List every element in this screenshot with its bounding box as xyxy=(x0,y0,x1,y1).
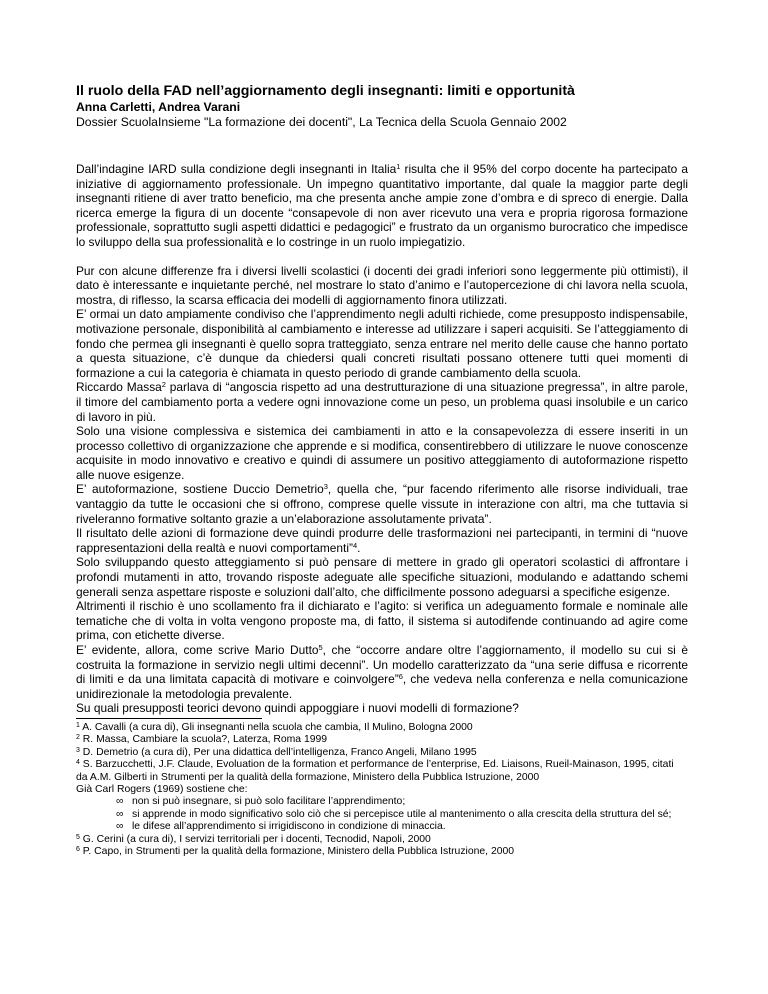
list-item: ∞ si apprende in modo significativo solo ciò che si percepisce utile al mantenimento o alla crescita della struttura del sé; xyxy=(116,808,672,820)
document-body xyxy=(76,162,688,716)
document-page xyxy=(76,82,688,858)
footnote-ref-1: 1 xyxy=(396,162,401,171)
paragraph-11: Su quali presupposti teorici devono quindi appoggiare i nuovi modelli di formazione? xyxy=(76,701,519,716)
rogers-list xyxy=(76,796,688,833)
footnote-2: $^2$ R. Massa, Cambiare la scuola?, Laterza, Roma 1999 xyxy=(76,734,328,746)
footnote-separator xyxy=(76,718,262,719)
paragraph-3: E’ ormai un dato ampiamente condiviso che l’apprendimento negli adulti richiede, come presupposto indispensabile, motivazione personale, disponibilità al cambiamento e interesse ad utilizzare i saperi acquisiti. Se l’atteggiamento di fondo che permea gli insegnanti è quello sopra tratteggiato, senza entrare nel merito delle cause che hanno portato a questa situazione, c’è dunque da chiedersi quali concreti risultati possano ottenere tutti quei momenti di formazione a cui la categoria è chiamata in questo periodo di grande cambiamento della scuola. xyxy=(76,307,688,380)
infinity-bullet-icon: ∞ xyxy=(116,808,124,820)
footnote-6: $^6$ P. Capo, in Strumenti per la qualità della formazione, Ministero della Pubblica Istruzione, 2000 xyxy=(76,846,515,858)
footnote-3: $^3$ D. Demetrio (a cura di), Per una didattica dell’intelligenza, Franco Angeli, Milano 1995 xyxy=(76,746,477,758)
paragraph-7: Il risultato delle azioni di formazione deve quindi produrre delle trasformazioni nei partecipanti, in termini di “nuove rappresentazioni della realtà e nuovi comportamenti”$^4$. xyxy=(76,526,688,555)
paragraph-8: Solo sviluppando questo atteggiamento si può pensare di mettere in grado gli operatori scolastici di affrontare i profondi mutamenti in atto, trovando risposte adeguate alle specifiche situazioni, modulando e adattando schemi generali senza aspettare risposte e soluzioni dall’alto, che difficilmente possono adeguarsi a specifiche esigenze. xyxy=(76,555,688,599)
footnote-1: $^1$ A. Cavalli (a cura di), Gli insegnanti nella scuola che cambia, Il Mulino, Bologna 2000 xyxy=(76,721,473,733)
document-authors: Anna Carletti, Andrea Varani xyxy=(76,100,241,114)
document-source: Dossier ScuolaInsieme "La formazione dei docenti", La Tecnica della Scuola Gennaio 2002 xyxy=(76,115,567,129)
footnote-5: $^5$ G. Cerini (a cura di), I servizi territoriali per i docenti, Tecnodid, Napoli, 2000 xyxy=(76,833,431,845)
paragraph-5: Solo una visione complessiva e sistemica dei cambiamenti in atto e la consapevolezza di essere inseriti in un processo collettivo di organizzazione che apprende e si modifica, consentirebbero di utilizzare le nuove conoscenze acquisite in modo innovativo e creativo e quindi di assumere un positivo atteggiamento di autoformazione rispetto alle nuove esigenze. xyxy=(76,424,688,482)
footnote-ref-4: 4 xyxy=(352,540,358,550)
infinity-bullet-icon: ∞ xyxy=(116,796,124,808)
paragraph-4: Riccardo Massa$^2$ parlava di “angoscia rispetto ad una destrutturazione di una situazione pregressa”, in altre parole, il timore del cambiamento porta a vedere ogni innovazione come un peso, un problema quasi insolubile e un carico di lavoro in più. xyxy=(76,380,689,424)
paragraph-1: Dall’indagine IARD sulla condizione degli insegnanti in Italia$^1$ risulta che il 95% del corpo docente ha partecipato a iniziative di aggiornamento professionale. Un impegno quantitativo importante, dal quale la maggior parte degli insegnanti ritiene di aver tratto beneficio, ma che presenta anche ampie zone d’ombra e di spreco di energie. Dalla ricerca emerge la figura di un docente “consapevole di non aver ricevuto una vera e propria rigorosa formazione professionale, soprattutto sugli aspetti didattici e pedagogici” e frustrato da un organismo burocratico che impedisce lo sviluppo della sua professionalità e lo costringe in un ruolo impiegatizio. xyxy=(76,162,688,249)
paragraph-6: E’ autoformazione, sostiene Duccio Demetrio$^3$, quella che, “pur facendo riferimento alle risorse individuali, trae vantaggio da tutte le occasioni che si offrono, comprese quelle vissute in interazione con altri, ma che tuttavia si riveleranno formative soltanto grazie a un’elaborazione assolutamente privata”. xyxy=(76,482,688,526)
document-title: Il ruolo della FAD nell’aggiornamento degli insegnanti: limiti e opportunità xyxy=(76,83,575,99)
footnote-ref-5: 5 xyxy=(318,643,323,652)
paragraph-9: Altrimenti il rischio è uno scollamento fra il dichiarato e l’agito: si verifica un adeguamento formale e nominale alle tematiche che di volta in volta vengono proposte ma, di fatto, il sistema si autodifende continuando ad agire come prima, con etichette diverse. xyxy=(76,599,688,643)
list-item: ∞ le difese all’apprendimento si irrigidiscono in condizione di minaccia. xyxy=(116,821,446,833)
footnote-ref-6: 6 xyxy=(398,672,403,682)
list-item: ∞ non si può insegnare, si può solo facilitare l’apprendimento; xyxy=(116,796,406,808)
paragraph-10: E’ evidente, allora, come scrive Mario Dutto$^5$, che “occorre andare oltre l’aggiornamento, il modello su cui si è costruita la formazione in servizio negli ultimi decenni”. Un modello caratterizzato da “una serie diffusa e ricorrente di limiti e da una limitata capacità di motivare e coinvolgere”$^6$, che vedeva nella conferenza e nella comunicazione unidirezionale la metodologia prevalente. xyxy=(76,643,688,701)
infinity-bullet-icon: ∞ xyxy=(116,821,124,833)
footnotes xyxy=(76,722,688,858)
paragraph-2: Pur con alcune differenze fra i diversi livelli scolastici (i docenti dei gradi inferiori sono leggermente più ottimisti), il dato è interessante e inquietante perché, nel mostrare lo stato d’animo e l’autopercezione di chi lavora nella scuola, mostra, di riflesso, la scarsa efficacia dei modelli di aggiornamento finora utilizzati. xyxy=(76,263,688,307)
footnote-4: $^4$ S. Barzucchetti, J.F. Claude, Evoluation de la formation et performance de l’enterprise, Ed. Liaisons, Rueil-Mainason, 1995, citati da A.M. Gilberti in Strumenti per la qualità della formazione, Ministero della Pubblica Istruzione, 2000 xyxy=(76,759,674,783)
footnote-ref-2: 2 xyxy=(161,380,166,390)
footnote-ref-3: 3 xyxy=(323,482,328,492)
footnote-rogers: Già Carl Rogers (1969) sostiene che: xyxy=(76,784,248,795)
